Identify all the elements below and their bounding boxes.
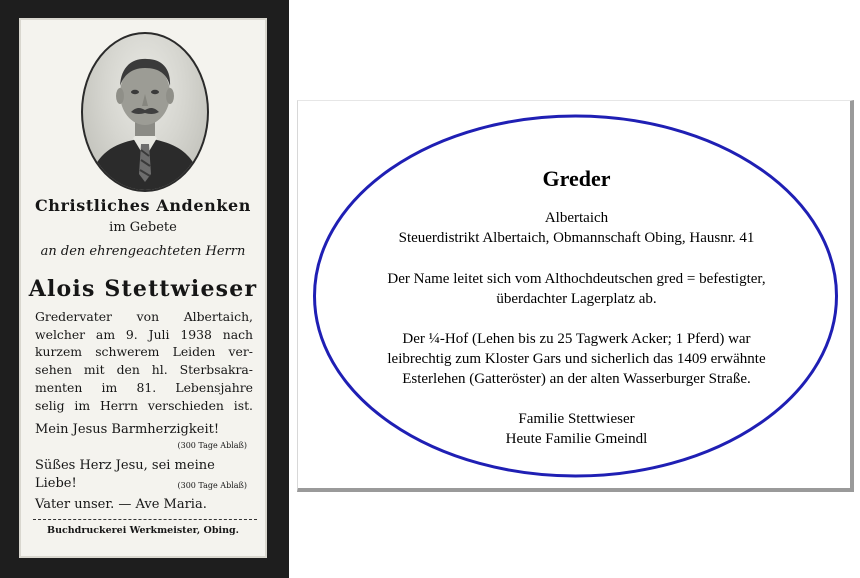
divider	[33, 519, 257, 521]
obituary-text	[35, 308, 253, 414]
location-village: Albertaich	[544, 210, 609, 226]
house-name-title: Greder	[542, 166, 611, 191]
obituary-line: welcher am 9. Juli 1938 nach	[35, 326, 253, 342]
card-heading: Christliches Andenken	[34, 196, 252, 215]
etymology-block	[338, 269, 815, 309]
house-info-panel	[297, 100, 854, 492]
farm-history-line: leibrechtig zum Kloster Gars und sicherlich das 1409 erwähnte	[387, 351, 766, 367]
farm-history-block	[338, 329, 815, 389]
portrait-photo	[81, 32, 209, 192]
prayer-suesses-herz-line1: Süßes Herz Jesu, sei meine	[35, 458, 215, 473]
indulgence-note: (300 Tage Ablaß)	[177, 481, 247, 490]
death-card-paper	[19, 18, 267, 558]
prayer-suesses-herz-line2: Liebe!	[35, 476, 77, 491]
etymology-line: überdachter Lagerplatz ab.	[496, 291, 657, 307]
location-district: Steuerdistrikt Albertaich, Obmannschaft Obing, Hausnr. 41	[398, 230, 755, 246]
family-former: Familie Stettwieser	[518, 411, 635, 427]
deceased-name: Alois Stettwieser	[28, 276, 258, 302]
indulgence-note: (300 Tage Ablaß)	[177, 441, 247, 450]
farm-history-line: Esterlehen (Gatteröster) an der alten Wasserburger Straße.	[402, 371, 751, 387]
printer-credit: Buchdruckerei Werkmeister, Obing.	[47, 525, 239, 536]
obituary-line: selig im Herrn verschieden ist.	[35, 397, 253, 413]
location-block	[338, 208, 815, 248]
farm-history-line: Der ¼-Hof (Lehen bis zu 25 Tagwerk Acker; 1 Pferd) war	[402, 331, 751, 347]
etymology-line: Der Name leitet sich vom Althochdeutschen gred = befestigter,	[387, 271, 766, 287]
obituary-line: Gredervater von Albertaich,	[35, 309, 253, 324]
family-current: Heute Familie Gmeindl	[505, 431, 648, 447]
obituary-line: sehen mit den hl. Sterbsakra-	[35, 362, 253, 378]
prayer-vater-unser: Vater unser. — Ave Maria.	[35, 497, 207, 512]
card-dedication: an den ehrengeachteten Herrn	[40, 244, 246, 259]
family-block	[338, 409, 815, 449]
portrait-frame	[81, 32, 209, 192]
card-subheading: im Gebete	[109, 220, 177, 235]
prayer-mein-jesus: Mein Jesus Barmherzigkeit!	[35, 422, 220, 437]
obituary-line: menten im 81. Lebensjahre	[35, 379, 253, 395]
man-portrait-icon	[83, 34, 207, 190]
death-card	[0, 0, 289, 578]
obituary-line: kurzem schwerem Leiden ver-	[35, 344, 253, 360]
